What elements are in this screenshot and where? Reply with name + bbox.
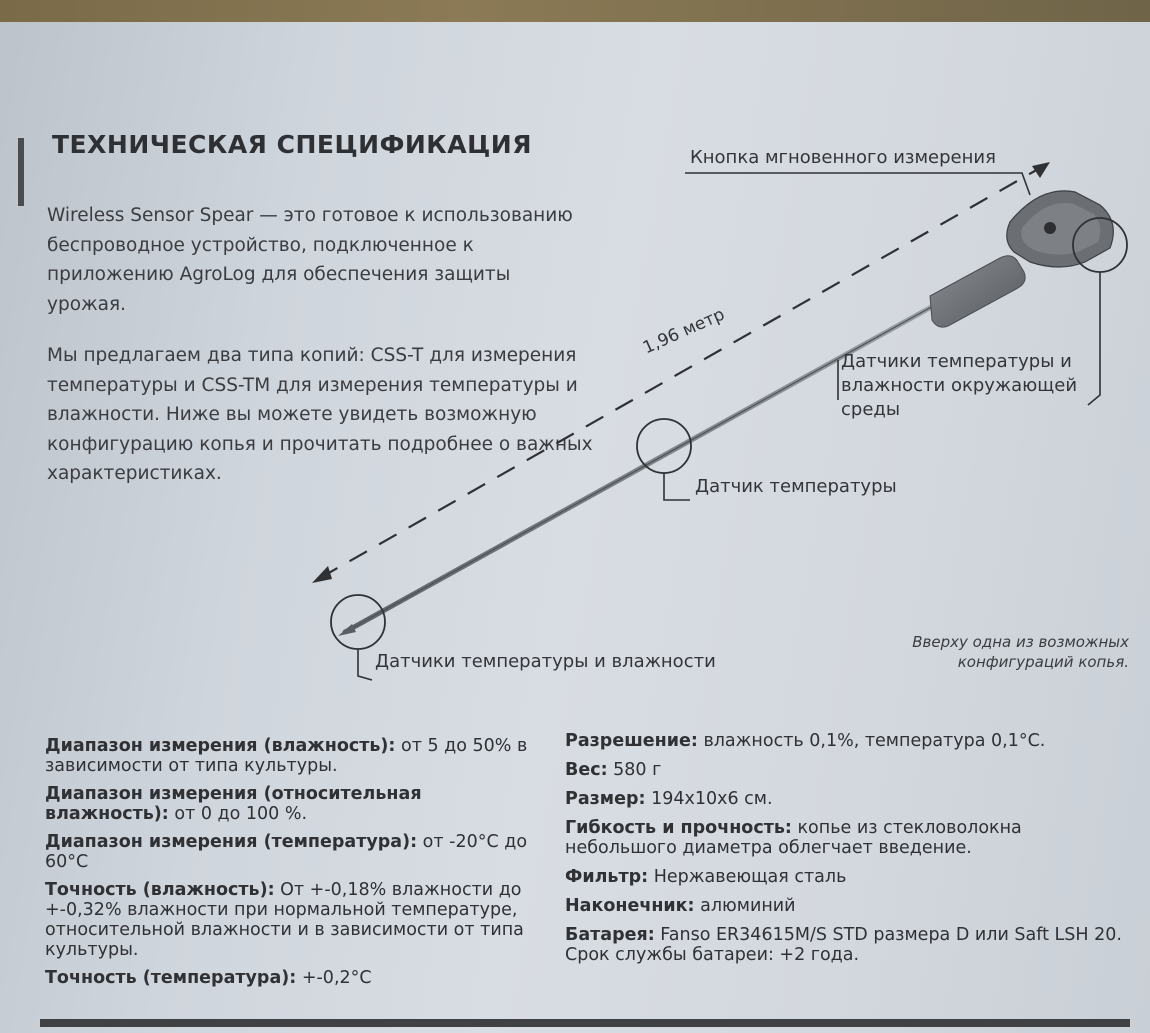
button-leader-line	[685, 173, 1030, 195]
spec-key: Батарея:	[565, 925, 655, 945]
spec-key: Точность (влажность):	[45, 880, 275, 900]
spec-item	[565, 818, 1125, 858]
specs-right-column	[565, 731, 1125, 974]
spec-item	[565, 867, 1125, 887]
intro-paragraph-1: Wireless Sensor Spear — это готовое к использованию беспроводное устройство, подключенное к приложению AgroLog для обеспечения защиты урожая.	[47, 205, 573, 315]
diagram-caption: Вверху одна из возможных конфигураций копья.	[912, 633, 1129, 671]
instant-button-label: Кнопка мгновенного измерения	[690, 147, 996, 168]
spec-value: алюминий	[694, 896, 796, 916]
spec-key: Вес:	[565, 760, 608, 780]
specs-left-column	[45, 736, 545, 996]
spec-value: От +-0,18% влажности до +-0,32% влажности при нормальной температуре, относительной влажности и в зависимости от типа культуры.	[45, 880, 524, 960]
spec-item	[565, 760, 1125, 780]
spec-item	[45, 784, 545, 824]
spec-key: Диапазон измерения (влажность):	[45, 736, 396, 756]
tip-leader-line	[358, 649, 372, 680]
spec-value: влажность 0,1%, температура 0,1°C.	[697, 731, 1046, 751]
intro-paragraph-2: Мы предлагаем два типа копий: CSS-T для измерения температуры и CSS-TM для измерения температуры и влажности. Ниже вы можете увидеть возможную конфигурацию копья и прочитать подробнее о важных характеристиках.	[47, 345, 593, 484]
spec-key: Диапазон измерения (температура):	[45, 832, 418, 852]
spec-value: от -20°C до 60°C	[45, 832, 528, 872]
spec-value: 580 г	[607, 760, 662, 780]
spec-key: Наконечник:	[565, 896, 695, 916]
spear-handle	[930, 191, 1113, 327]
spec-value: Нержавеющая сталь	[648, 867, 847, 887]
length-label: 1,96 метр	[640, 304, 728, 359]
spec-value: копье из стекловолокна небольшого диаметра облегчает введение.	[565, 818, 1022, 858]
spec-key: Размер:	[565, 789, 646, 809]
spec-item	[45, 736, 545, 776]
spec-value: 194x10x6 см.	[645, 789, 773, 809]
spec-item	[565, 896, 1125, 916]
spec-item	[565, 925, 1125, 965]
spec-value: +-0,2°C	[296, 968, 372, 988]
page-title: ТЕХНИЧЕСКАЯ СПЕЦИФИКАЦИЯ	[52, 130, 532, 159]
spec-key: Гибкость и прочность:	[565, 818, 792, 838]
instant-measure-button-icon	[1044, 222, 1056, 234]
temperature-sensor-label: Датчик температуры	[695, 476, 897, 497]
spec-item	[45, 968, 545, 988]
spec-item	[565, 731, 1125, 751]
spec-item	[45, 832, 545, 872]
dimension-arrow-start	[312, 566, 332, 583]
spec-value: от 0 до 100 %.	[168, 804, 308, 824]
spec-key: Точность (температура):	[45, 968, 297, 988]
spec-value: Fanso ER34615M/S STD размера D или Saft LSH 20. Срок службы батареи: +2 года.	[565, 925, 1122, 965]
spec-key: Фильтр:	[565, 867, 649, 887]
ambient-sensors-label: Датчики температуры и влажности окружающей среды	[841, 351, 1078, 420]
temperature-leader-line	[664, 473, 690, 500]
spec-value: от 5 до 50% в зависимости от типа культуры.	[45, 736, 528, 776]
tip-sensors-label: Датчики температуры и влажности	[375, 651, 716, 672]
spec-item	[565, 789, 1125, 809]
spec-key: Разрешение:	[565, 731, 698, 751]
dimension-arrow-end	[1032, 162, 1050, 178]
bottom-rule	[40, 1019, 1130, 1027]
spec-item	[45, 880, 545, 960]
spec-key: Диапазон измерения (относительная влажность):	[45, 784, 422, 824]
